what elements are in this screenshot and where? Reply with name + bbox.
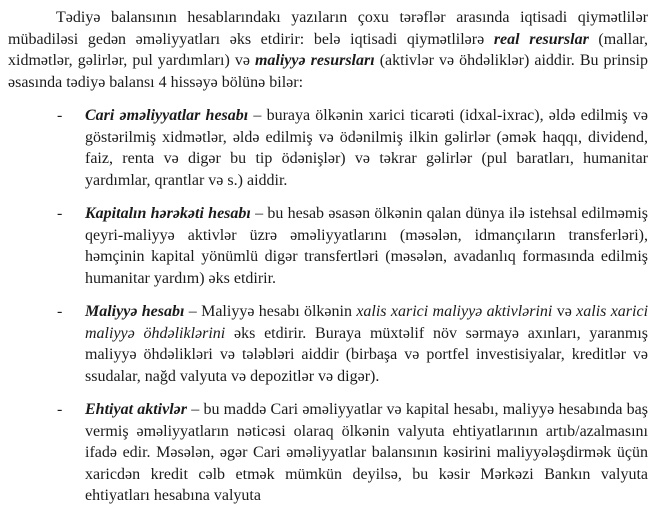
list-item <box>57 301 649 387</box>
text-segment: – bu maddə Cari əməliyyatlar və kapital hesabı, maliyyə hesabında baş vermiş əməliyyatların nəticəsi olaraq ölkənin valyuta ehtiyatlarının artıb/azalmasını ifadə edir. Məsələn, əgər Cari əməliyyatlar balansının kəsirini maliyyələşdirmək üçün xaricdən kredit cəlb etmək mümkün deyilsə, bu kəsir Mərkəzi Bankın valyuta ehtiyatları hesabına valyuta <box>85 401 648 504</box>
text-segment: – buraya ölkənin xarici ticarəti (idxal-ixrac), əldə edilmiş və göstərilmiş xidmətlər, əldə edilmiş və ödənilmiş ilkin gəlirlər (əmək haqqı, dividend, faiz, renta və digər bu tip ödənişlər) və təkrar gəlirlər (pul baratları, humanitar yardımlar, qrantlar və s.) aiddir. <box>85 107 649 189</box>
bullet-marker: - <box>57 107 63 124</box>
list-item <box>57 203 648 289</box>
text-segment: maliyyə resursları <box>254 52 375 69</box>
bullet-marker: - <box>57 205 63 222</box>
list-item <box>57 105 649 191</box>
text-segment: Tədiyə balansının hesablarındakı yazıların çoxu tərəflər arasında iqtisadi qiymətlilər mübadiləsi gedən əməliyyatları əks etdirir: belə iqtisadi qiymətlilərə <box>8 9 648 48</box>
bullet-list <box>8 105 648 507</box>
bullet-marker: - <box>57 401 63 418</box>
text-segment: real resurslar <box>493 30 589 48</box>
text-segment: (aktivlər və öhdəliklər) aiddir. Bu prinsip əsasında tədiyə balansı 4 hissəyə bölünə bilər: <box>8 52 649 91</box>
bullet-marker: - <box>57 303 63 320</box>
text-segment: (mallar, xidmətlər, gəlirlər, pul yardımları) və <box>8 30 648 69</box>
intro-paragraph <box>8 7 648 93</box>
list-item <box>57 399 648 507</box>
text-segment: və <box>552 303 577 320</box>
text-segment: xalis xarici maliyyə öhdəliklərini <box>85 303 649 342</box>
text-segment: – bu hesab əsasən ölkənin qalan dünya ilə istehsal edilməmiş qeyri-maliyyə aktivlər üzrə əməliyyatlarını (məsələn, idmançıların transferləri), həmçinin kapital yönümlü digər transfertləri (məsələn, avadanlıq formasında edilmiş humanitar yardım) əks etdirir. <box>85 205 648 287</box>
text-segment: Cari əməliyyatlar hesabı <box>85 107 249 124</box>
text-segment: əks etdirir. Buraya müxtəlif növ sərmayə axınları, yaranmış maliyyə öhdəlikləri və tələbləri aiddir (birbaşa və portfel investisiyalar, kreditlər və ssudalar, nağd valyuta və depozitlər və digər). <box>85 324 648 385</box>
text-segment: Kapitalın hərəkəti hesabı <box>85 205 251 222</box>
text-segment: Maliyyə hesabı <box>85 303 185 320</box>
text-segment: Ehtiyat aktivlər <box>85 401 187 418</box>
text-segment: – Maliyyə hesabı ölkənin <box>184 303 357 320</box>
text-segment: xalis xarici maliyyə aktivlərini <box>356 303 553 320</box>
